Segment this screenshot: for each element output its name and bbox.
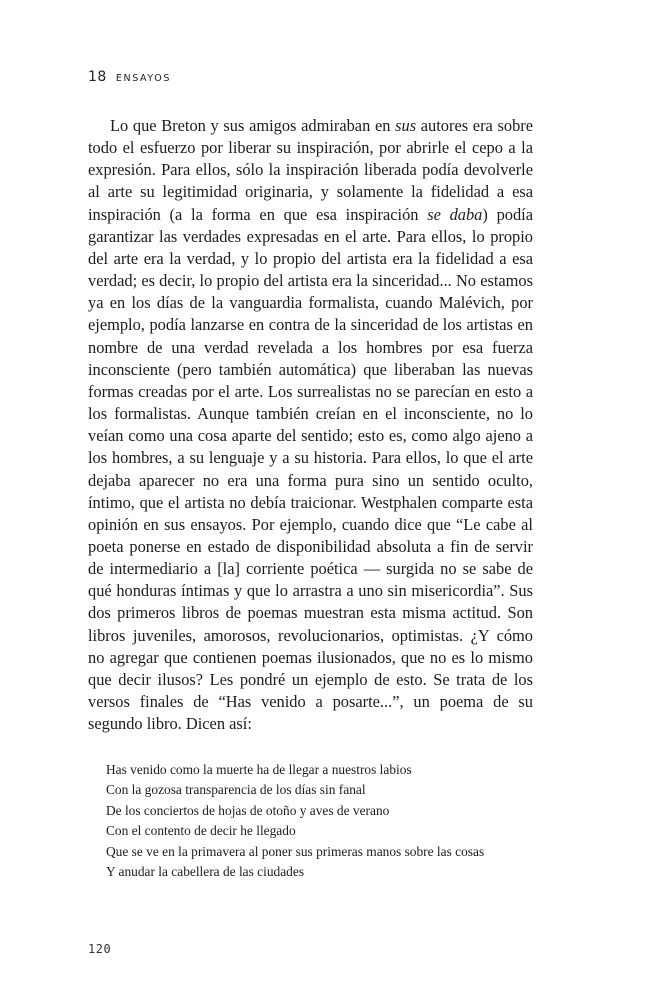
- verse-line: De los conciertos de hojas de otoño y aves de verano: [106, 802, 390, 818]
- running-head: [88, 66, 171, 85]
- text-run: ) podía garantizar las verdades expresadas en el arte. Para ellos, lo propio del arte era la verdad, y lo propio del artista era la fidelidad a esa verdad; es decir, lo propio del artista era la sinceridad... No estamos ya en los días de la vanguardia formalista, cuando Malévich, por ejemplo, podía lanzarse en contra de la sinceridad de los artistas en nombre de una verdad revelada a los hombres por esa fuerza inconsciente (pero también automática) que liberaban las nuevas formas creadas por el arte. Los surrealistas no se parecían en esto a los formalistas. Aunque también creían en el inconsciente, no lo veían como una cosa aparte del sentido; esto es, como algo ajeno a los hombres, a su lenguaje y a su historia. Para ellos, lo que el arte dejaba aparecer no era una forma pura sino un sentido oculto, íntimo, que el artista no debía traicionar. Westphalen comparte esta opinión en sus ensayos. Por ejemplo, cuando dice que “Le cabe al poeta ponerse en estado de disponibilidad absoluta a fin de servir de intermediario a [la] corriente poética — surgida no se sabe de qué honduras íntimas y que lo arrastra a uno sin misericordia”. Sus dos primeros libros de poemas muestran esta misma actitud. Son libros juveniles, amorosos, revolucionarios, optimistas. ¿Y cómo no agregar que contienen poemas ilusionados, que no es lo mismo que decir ilusos? Les pondré un ejemplo de esto. Se trata de los versos finales de “Has venido a posarte...”, un poema de su segundo libro. Dicen así:: [88, 204, 533, 734]
- header-page-number: 18: [88, 69, 107, 85]
- verse-quotation: [106, 760, 546, 882]
- emphasis: se daba: [427, 204, 483, 224]
- main-text: [88, 115, 533, 735]
- header-section-title: ENSAYOS: [115, 73, 171, 84]
- verse-line: Has venido como la muerte ha de llegar a nuestros labios: [106, 762, 412, 777]
- verse-line: Con la gozosa transparencia de los días sin fanal: [106, 782, 366, 798]
- text-run: autores era sobre todo el esfuerzo por liberar su inspiración, por abrirle el cepo a la expresión. Para ellos, sólo la inspiración liberada podía devolverle al arte su legitimidad originaria, y solamente la fidelidad a esa inspiración (a la forma en que esa inspiración: [88, 116, 534, 224]
- verse-line: Que se ve en la primavera al poner sus primeras manos sobre las cosas: [106, 843, 485, 859]
- folio-number: 120: [88, 942, 112, 956]
- verse-line: Y anudar la cabellera de las ciudades: [106, 864, 305, 880]
- text-run: Lo que Breton y sus amigos admiraban en: [110, 116, 396, 135]
- body-paragraph: [88, 115, 533, 735]
- verse-line: Con el contento de decir he llegado: [106, 823, 296, 839]
- emphasis: sus: [395, 116, 417, 135]
